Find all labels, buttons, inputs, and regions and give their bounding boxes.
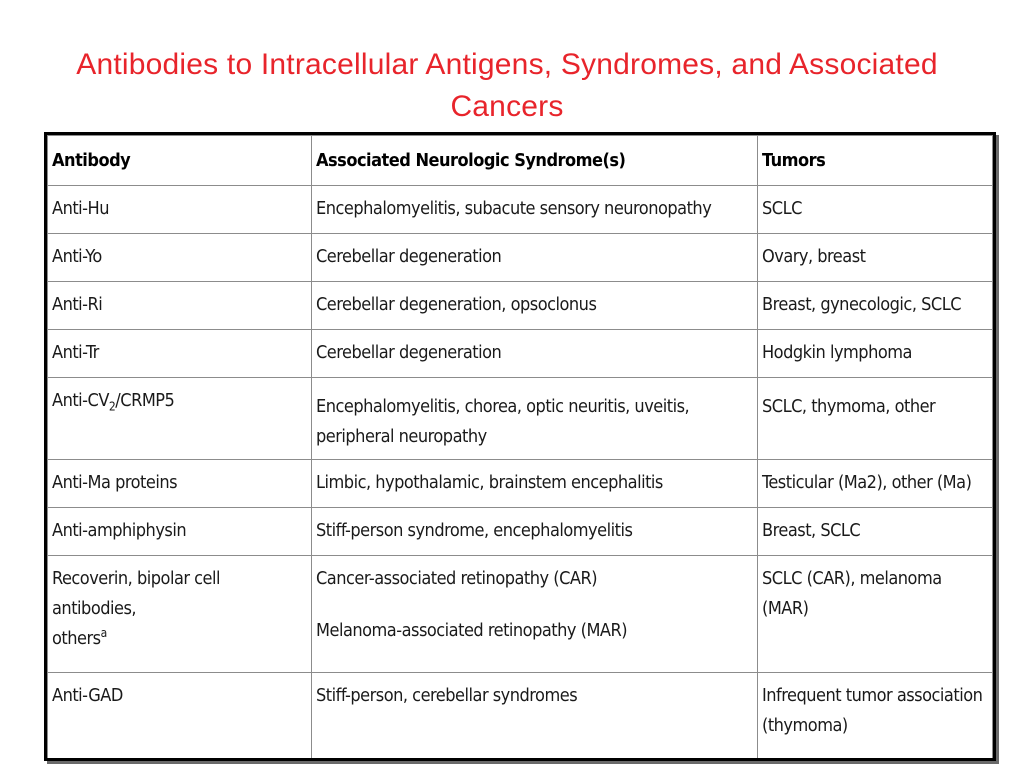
table-row — [48, 378, 993, 460]
cell-syndrome: Stiff-person, cerebellar syndromes — [312, 673, 758, 760]
slide-title: Antibodies to Intracellular Antigens, Syndromes, and Associated Cancers — [76, 48, 938, 123]
subscript: 2 — [108, 399, 116, 414]
cell-antibody: Anti-GAD — [48, 673, 312, 760]
cell-syndrome: Encephalomyelitis, chorea, optic neuritis, uveitis, peripheral neuropathy — [312, 378, 758, 460]
cell-syndrome: Cerebellar degeneration — [312, 234, 758, 282]
table-row — [48, 234, 993, 282]
cell-tumors: Testicular (Ma2), other (Ma) — [758, 460, 993, 508]
cell-tumors: Infrequent tumor association (thymoma) — [758, 673, 993, 760]
cell-antibody: Anti-Yo — [48, 234, 312, 282]
cell-antibody: Recoverin, bipolar cell antibodies, others$^a$ — [48, 556, 312, 673]
cell-syndrome: Encephalomyelitis, subacute sensory neuronopathy — [312, 186, 758, 234]
cell-antibody: Anti-amphiphysin — [48, 508, 312, 556]
cell-tumors: Hodgkin lymphoma — [758, 330, 993, 378]
table-row — [48, 556, 993, 673]
cell-antibody: Anti-Hu — [48, 186, 312, 234]
antibody-table-frame — [44, 132, 996, 761]
cell-tumors: SCLC — [758, 186, 993, 234]
cell-syndrome: Limbic, hypothalamic, brainstem encephalitis — [312, 460, 758, 508]
cell-syndrome: Cerebellar degeneration, opsoclonus — [312, 282, 758, 330]
antibody-table — [47, 135, 993, 760]
table-header-row — [48, 136, 993, 186]
table-row — [48, 508, 993, 556]
table-row — [48, 460, 993, 508]
cell-tumors: Ovary, breast — [758, 234, 993, 282]
cell-syndrome: Cancer-associated retinopathy (CAR) Melanoma-associated retinopathy (MAR) — [312, 556, 758, 673]
cell-syndrome: Cerebellar degeneration — [312, 330, 758, 378]
cell-syndrome: Stiff-person syndrome, encephalomyelitis — [312, 508, 758, 556]
header-syndrome: Associated Neurologic Syndrome(s) — [312, 136, 758, 186]
cell-antibody: Anti-Ri — [48, 282, 312, 330]
table-row — [48, 330, 993, 378]
cell-tumors: SCLC, thymoma, other — [758, 378, 993, 460]
table-row — [48, 673, 993, 760]
cell-antibody: Anti-$CV_2/CRMP5$ — [48, 378, 312, 460]
footnote-marker: a — [100, 626, 107, 640]
table-row — [48, 186, 993, 234]
cell-antibody: Anti-Ma proteins — [48, 460, 312, 508]
header-antibody: Antibody — [48, 136, 312, 186]
cell-tumors: SCLC (CAR), melanoma (MAR) — [758, 556, 993, 673]
cell-tumors: Breast, SCLC — [758, 508, 993, 556]
table-row — [48, 282, 993, 330]
header-tumors: Tumors — [758, 136, 993, 186]
cell-tumors: Breast, gynecologic, SCLC — [758, 282, 993, 330]
cell-antibody: Anti-Tr — [48, 330, 312, 378]
